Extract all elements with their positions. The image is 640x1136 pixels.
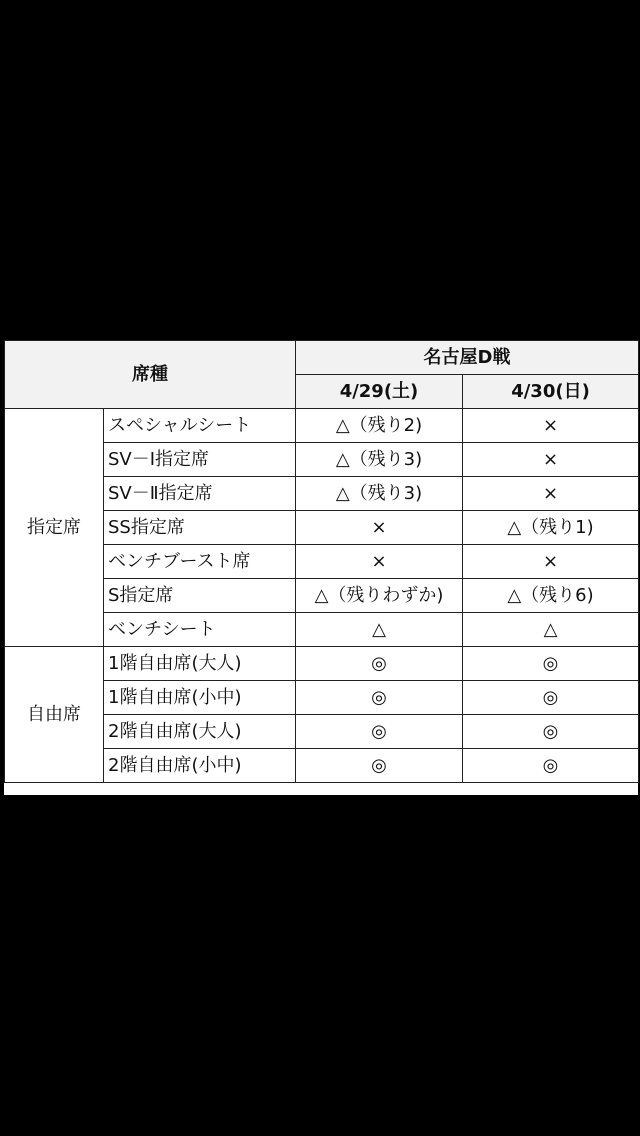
date2-status-cell: ◎: [463, 749, 639, 783]
date1-status-cell: ◎: [296, 715, 463, 749]
seat-name-cell: 1階自由席(小中): [104, 681, 296, 715]
date2-status-cell: △（残り1): [463, 511, 639, 545]
date1-status-cell: ◎: [296, 647, 463, 681]
seat-name-cell: SV－Ⅰ指定席: [104, 443, 296, 477]
seat-type-header: 席種: [5, 341, 296, 409]
date-header-2: 4/30(日): [463, 375, 639, 409]
table-row: [5, 647, 639, 681]
seat-category-cell: 自由席: [5, 647, 104, 783]
seat-name-cell: SS指定席: [104, 511, 296, 545]
seat-name-cell: ベンチブースト席: [104, 545, 296, 579]
game-header: 名古屋D戦: [296, 341, 639, 375]
seat-name-cell: 2階自由席(大人): [104, 715, 296, 749]
date2-status-cell: ×: [463, 477, 639, 511]
date1-status-cell: ×: [296, 511, 463, 545]
seat-name-cell: 2階自由席(小中): [104, 749, 296, 783]
ticket-availability-table-image: [4, 340, 638, 795]
seat-name-cell: SV－Ⅱ指定席: [104, 477, 296, 511]
date2-status-cell: ◎: [463, 647, 639, 681]
date1-status-cell: △（残り3): [296, 477, 463, 511]
seat-name-cell: 1階自由席(大人): [104, 647, 296, 681]
table-row: [5, 409, 639, 443]
date2-status-cell: △（残り6): [463, 579, 639, 613]
date1-status-cell: △: [296, 613, 463, 647]
date1-status-cell: ◎: [296, 681, 463, 715]
date2-status-cell: △: [463, 613, 639, 647]
date2-status-cell: ×: [463, 443, 639, 477]
date1-status-cell: △（残りわずか): [296, 579, 463, 613]
date2-status-cell: ×: [463, 545, 639, 579]
date2-status-cell: ◎: [463, 681, 639, 715]
seat-name-cell: スペシャルシート: [104, 409, 296, 443]
header-row-1: [5, 341, 639, 375]
seat-name-cell: S指定席: [104, 579, 296, 613]
seat-availability-table: [4, 340, 639, 783]
date1-status-cell: ◎: [296, 749, 463, 783]
date2-status-cell: ◎: [463, 715, 639, 749]
date-header-1: 4/29(土): [296, 375, 463, 409]
date1-status-cell: △（残り3): [296, 443, 463, 477]
date2-status-cell: ×: [463, 409, 639, 443]
seat-category-cell: 指定席: [5, 409, 104, 647]
date1-status-cell: △（残り2): [296, 409, 463, 443]
seat-name-cell: ベンチシート: [104, 613, 296, 647]
date1-status-cell: ×: [296, 545, 463, 579]
